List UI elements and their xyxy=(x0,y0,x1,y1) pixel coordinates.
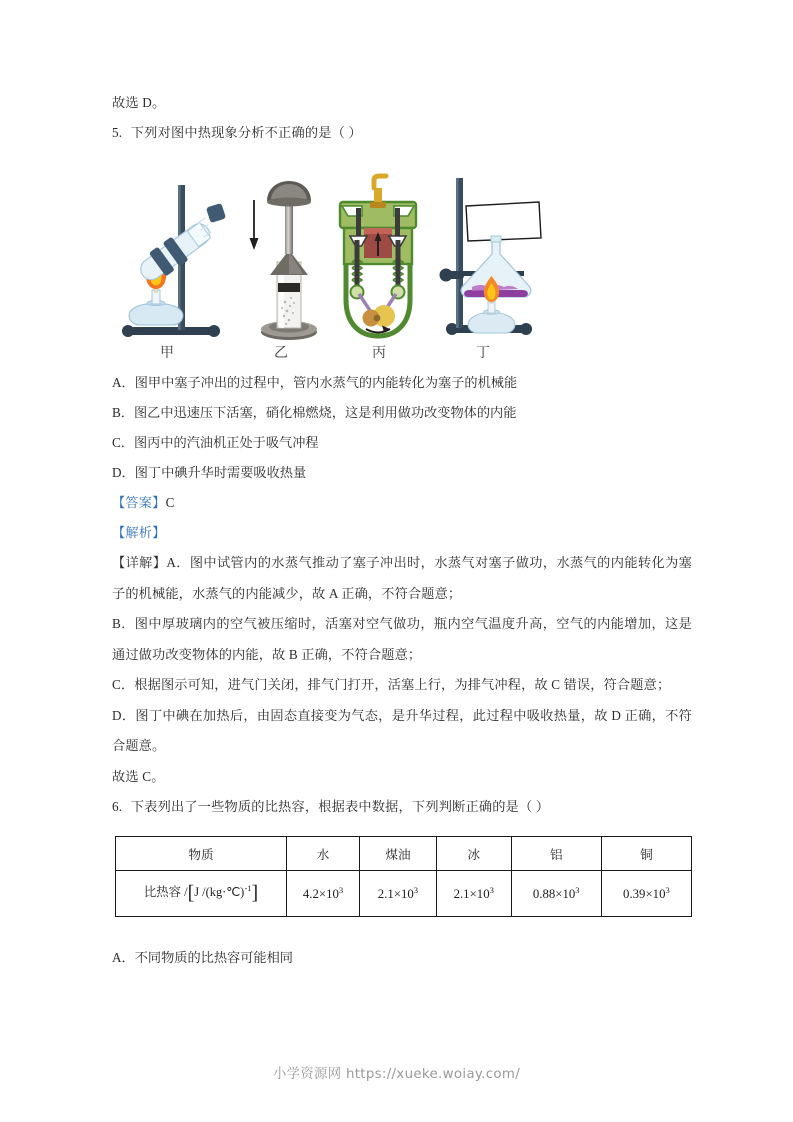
detail-paragraph-b: B．图中厚玻璃内的空气被压缩时，活塞对空气做功，瓶内空气温度升高，空气的内能增加，这是通过做功改变物体的内能，故 B 正确，不符合题意； xyxy=(112,616,692,662)
detail-paragraph-d: D．图丁中碘在加热后，由固态直接变为气态，是升华过程，此过程中吸收热量，故 D 正确，不符合题意。 xyxy=(112,707,692,753)
value-copper-exponent: 3 xyxy=(665,884,670,895)
figure-ding-iodine-sublimation xyxy=(434,170,546,342)
value-copper-mantissa: 0.39 xyxy=(623,886,646,901)
answer-row xyxy=(112,488,692,518)
bracket-open-icon: [ xyxy=(187,881,195,904)
question-5-figure-group xyxy=(116,152,546,342)
detail-tag: 【详解】 xyxy=(112,555,167,570)
figure-yi-fire-piston xyxy=(244,174,326,342)
option-c: C．图丙中的汽油机正处于吸气冲程 xyxy=(112,435,319,450)
specific-heat-table-wrapper xyxy=(115,836,692,917)
figure-caption-yi: 乙 xyxy=(274,346,288,361)
value-kerosene-mantissa: 2.1 xyxy=(377,886,394,901)
table-header-aluminium: 铝 xyxy=(511,836,601,870)
table-header-copper: 铜 xyxy=(601,836,691,870)
unit-exponent: -1 xyxy=(244,882,252,893)
figure-jia-test-tube-steam xyxy=(116,177,234,342)
question-6-option-a: A．不同物质的比热容可能相同 xyxy=(112,949,293,965)
table-row-label-specific-heat: 比热容 /[J /(kg·℃)$^{-1}$] xyxy=(116,870,287,916)
table-row-values xyxy=(116,870,692,916)
answer-value: C xyxy=(165,495,175,510)
table-header-kerosene: 煤油 xyxy=(360,836,437,870)
figure-caption-ding: 丁 xyxy=(476,346,490,361)
option-d: D．图丁中碘升华时需要吸收热量 xyxy=(112,465,307,480)
detail-paragraph-a xyxy=(112,548,692,609)
table-row-header xyxy=(116,836,692,870)
value-ice-exponent: 3 xyxy=(489,884,494,895)
value-ice-mantissa: 2.1 xyxy=(453,886,470,901)
analysis-row xyxy=(112,518,692,548)
analysis-tag: 【解析】 xyxy=(112,525,166,540)
figure-bing-gasoline-engine xyxy=(328,172,428,342)
table-header-ice: 冰 xyxy=(436,836,511,870)
detail-text-a: A．图中试管内的水蒸气推动了塞子冲出时，水蒸气对塞子做功，水蒸气的内能转化为塞子的机械能，水蒸气的内能减少，故 A 正确，不符合题意； xyxy=(112,555,692,601)
figure-caption-jia: 甲 xyxy=(160,346,174,361)
value-aluminium-mantissa: 0.88 xyxy=(532,886,556,901)
question-5-text: 下列对图中热现象分析不正确的是（ ） xyxy=(130,125,362,140)
question-6-number: 6. xyxy=(112,798,123,814)
option-a: A．图甲中塞子冲出的过程中，管内水蒸气的内能转化为塞子的机械能 xyxy=(112,375,518,390)
detail-paragraph-c: C．根据图示可知，进气门关闭，排气门打开，活塞上行，为排气冲程，故 C 错误，符合题意； xyxy=(112,677,671,692)
table-value-aluminium: $0.88\times 10^3$ xyxy=(511,870,601,916)
table-header-substance: 物质 xyxy=(116,836,287,870)
value-water-exponent: 3 xyxy=(338,884,344,895)
specific-heat-label: 比热容 / xyxy=(143,884,188,899)
figure-caption-bing: 丙 xyxy=(372,346,386,361)
question-5-number: 5. xyxy=(112,125,123,140)
question-6-text: 下表列出了一些物质的比热容，根据表中数据，下列判断正确的是（ ） xyxy=(130,798,550,814)
option-b: B．图乙中迅速压下活塞，硝化棉燃烧，这是利用做功改变物体的内能 xyxy=(112,405,517,420)
site-watermark: 小学资源网 https://xueke.woiay.com/ xyxy=(272,1067,521,1082)
table-value-copper: $0.39\times 10^3$ xyxy=(601,870,691,916)
answer-tag: 【答案】 xyxy=(112,495,166,510)
table-value-water: $4.2\times 10^3$ xyxy=(287,870,360,916)
value-water-mantissa: 4.2 xyxy=(302,886,319,901)
previous-answer-line: 故选 D。 xyxy=(112,95,166,110)
value-kerosene-exponent: 3 xyxy=(413,884,419,895)
value-aluminium-exponent: 3 xyxy=(575,884,580,895)
question-5-stem xyxy=(112,118,692,148)
table-value-ice: $2.1\times 10^3$ xyxy=(436,870,511,916)
table-value-kerosene: $2.1\times 10^3$ xyxy=(360,870,437,916)
question-5-conclusion: 故选 C。 xyxy=(112,768,165,784)
table-header-water: 水 xyxy=(287,836,360,870)
page-content xyxy=(112,88,692,973)
bracket-close-icon: ] xyxy=(251,881,259,904)
specific-heat-table xyxy=(115,836,692,917)
figure-captions-row xyxy=(116,342,546,368)
question-6-stem xyxy=(112,792,692,822)
